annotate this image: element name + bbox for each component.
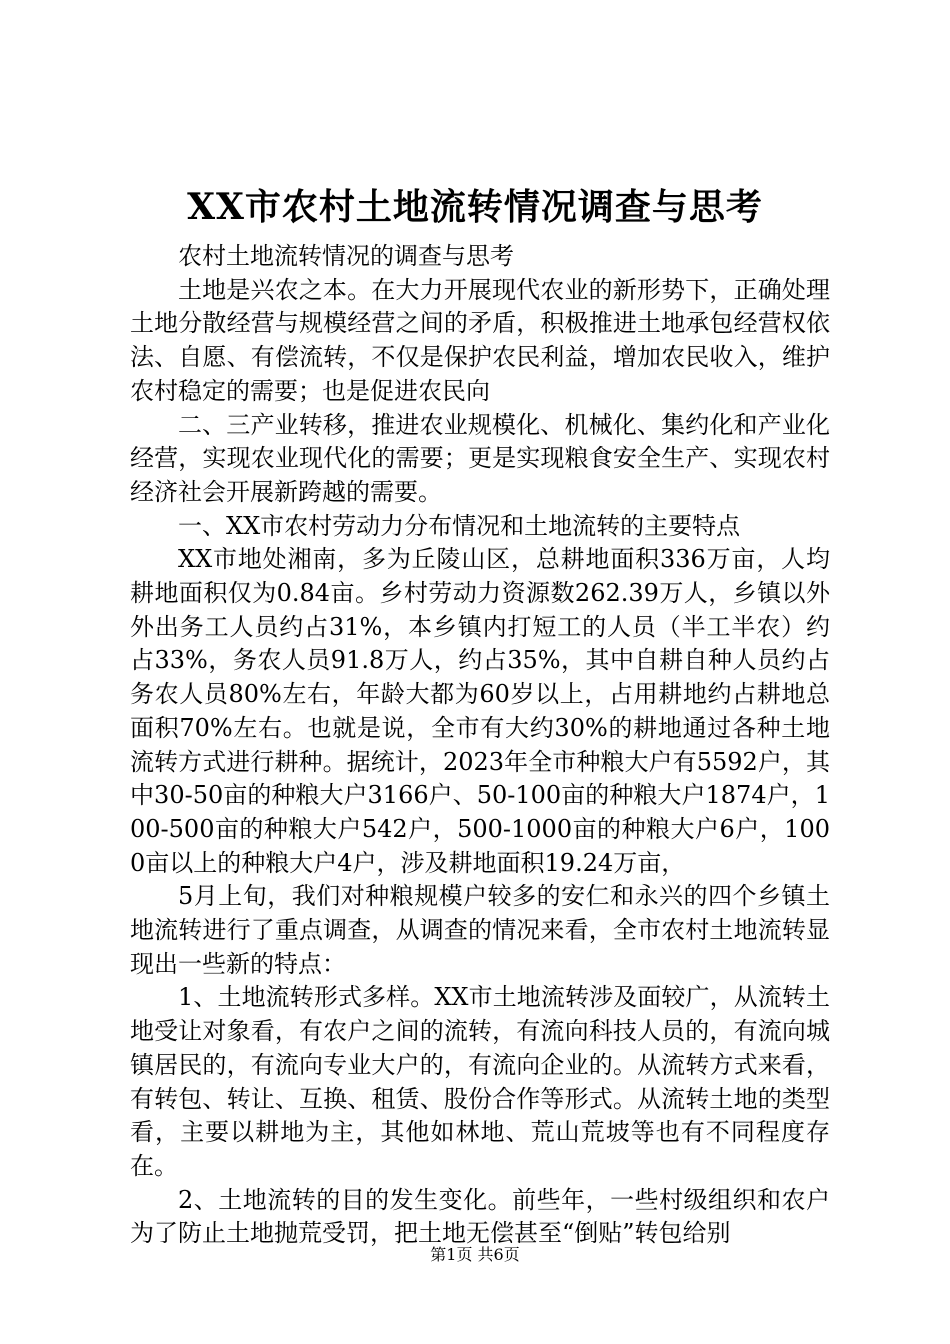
document-body (130, 240, 830, 1251)
section-heading: 一、XX市农村劳动力分布情况和土地流转的主要特点 (178, 511, 741, 540)
paragraph: 5月上旬，我们对种粮规模户较多的安仁和永兴的四个乡镇土地流转进行了重点调查，从调查的情况来看，全市农村土地流转显现出一些新的特点： (130, 882, 830, 978)
paragraph: 土地是兴农之本。在大力开展现代农业的新形势下，正确处理土地分散经营与规模经营之间的矛盾，积极推进土地承包经营权依法、自愿、有偿流转，不仅是保护农民利益，增加农民收入，维护农村稳定的需要；也是促进农民向 (130, 275, 830, 405)
paragraph: 2、土地流转的目的发生变化。前些年，一些村级组织和农户为了防止土地抛荒受罚，把土地无偿甚至“倒贴”转包给别 (130, 1185, 830, 1248)
paragraph: 二、三产业转移，推进农业规模化、机械化、集约化和产业化经营，实现农业现代化的需要；更是实现粮食安全生产、实现农村经济社会开展新跨越的需要。 (130, 410, 830, 506)
paragraph-subtitle: 农村土地流转情况的调查与思考 (178, 242, 514, 270)
paragraph: 1、土地流转形式多样。XX市土地流转涉及面较广，从流转土地受让对象看，有农户之间的流转，有流向科技人员的，有流向城镇居民的，有流向专业大户的，有流向企业的。从流转方式来看，有转包、转让、互换、租赁、股份合作等形式。从流转土地的类型看，主要以耕地为主，其他如林地、荒山荒坡等也有不同程度存在。 (130, 983, 830, 1180)
document-title: XX市农村土地流转情况调查与思考 (187, 186, 763, 228)
paragraph: XX市地处湘南，多为丘陵山区，总耕地面积336万亩，人均耕地面积仅为0.84亩。乡村劳动力资源数262.39万人，乡镇以外外出务工人员约占31%，本乡镇内打短工的人员（半工半农）约占33%，务农人员91.8万人，约占35%，其中自耕自种人员约占务农人员80%左右，年龄大都为60岁以上，占用耕地约占耕地总面积70%左右。也就是说，全市有大约30%的耕地通过各种土地流转方式进行耕种。据统计，2023年全市种粮大户有5592户，其中30-50亩的种粮大户3166户、50-100亩的种粮大户1874户，100-500亩的种粮大户542户，500-1000亩的种粮大户6户，1000亩以上的种粮大户4户，涉及耕地面积19.24万亩， (130, 545, 830, 877)
page-footer: 第1页 共6页 (430, 1245, 520, 1264)
